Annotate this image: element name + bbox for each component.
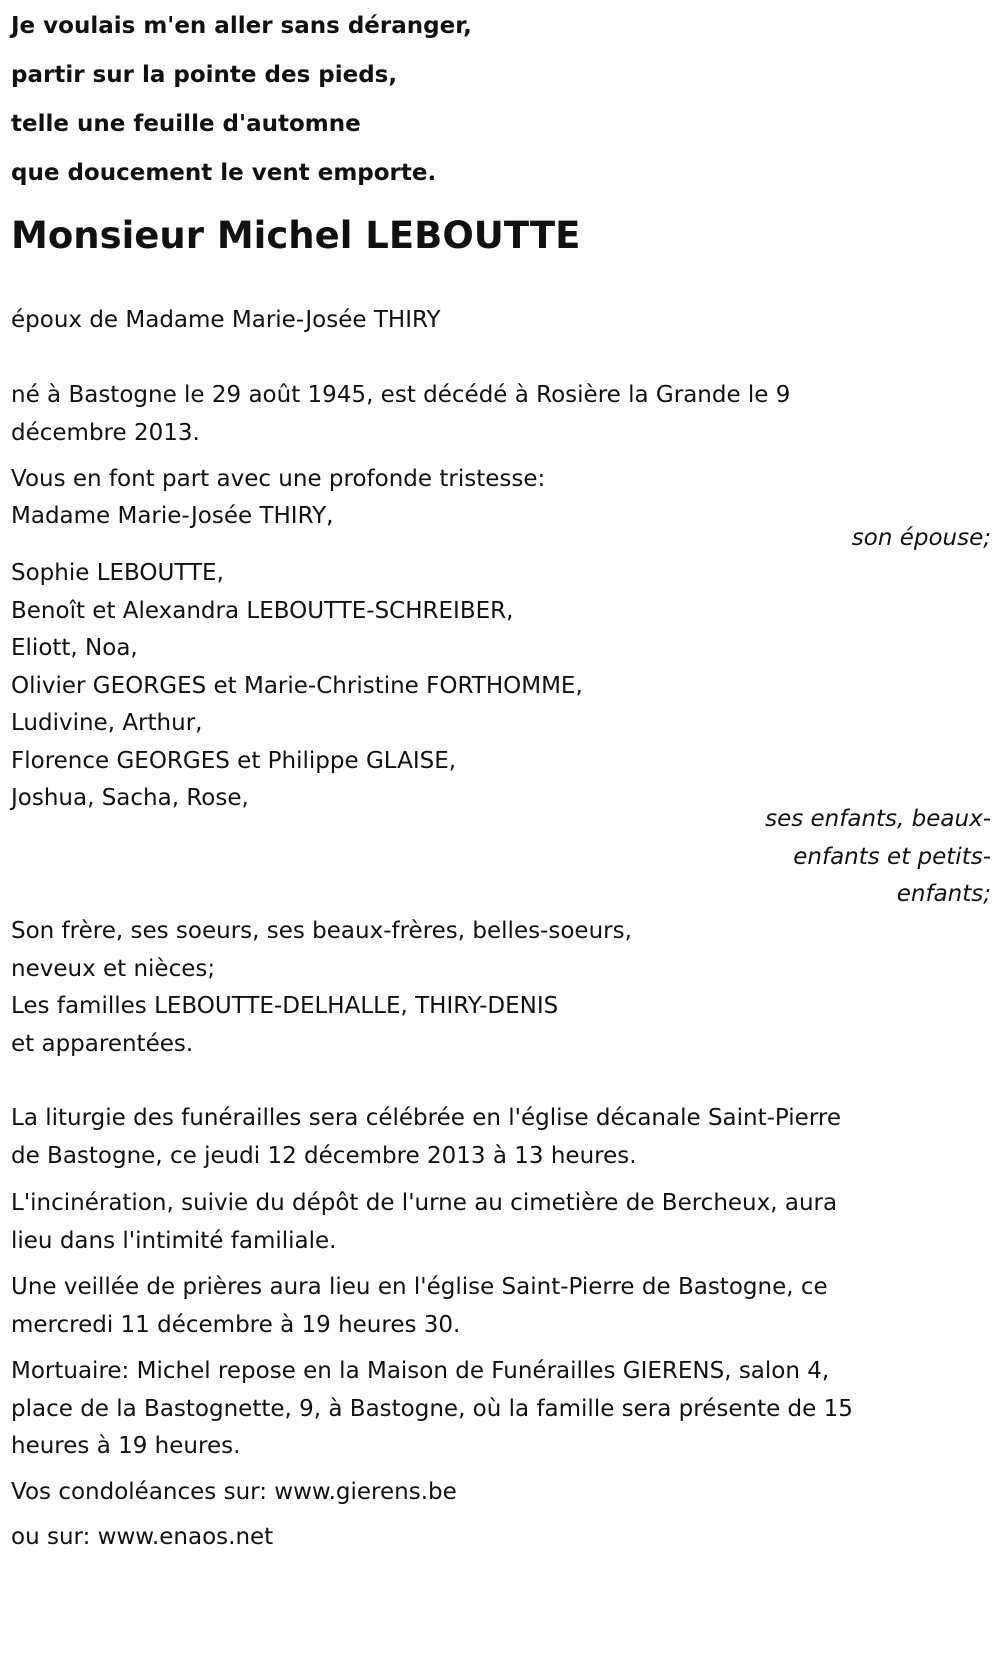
role-line: enfants et petits-	[793, 843, 991, 870]
poem-line: telle une feuille d'automne	[11, 111, 361, 137]
paragraph-line: place de la Bastognette, 9, à Bastogne, où la famille sera présente de 15	[11, 1395, 853, 1422]
poem	[11, 2, 472, 198]
children-role	[11, 801, 991, 914]
list-item: Benoît et Alexandra LEBOUTTE-SCHREIBER,	[11, 597, 514, 624]
list-item: Ludivine, Arthur,	[11, 710, 203, 736]
condolences-line: Vos condoléances sur: www.gierens.be	[11, 1479, 457, 1505]
poem-line: que doucement le vent emporte.	[11, 160, 437, 186]
liturgy-paragraph	[11, 1100, 841, 1175]
vigil-paragraph	[11, 1269, 828, 1344]
birth-death-line: né à Bastogne le 29 août 1945, est décédé à Rosière la Grande le 9	[11, 382, 791, 408]
birth-death-line: décembre 2013.	[11, 420, 200, 446]
list-item: Olivier GEORGES et Marie-Christine FORTHOMME,	[11, 672, 583, 699]
birth-death-info	[11, 375, 790, 453]
paragraph-line: de Bastogne, ce jeudi 12 décembre 2013 à 13 heures.	[11, 1142, 637, 1169]
paragraph-line: La liturgie des funérailles sera célébrée en l'église décanale Saint-Pierre	[11, 1105, 841, 1131]
paragraph-line: Mortuaire: Michel repose en la Maison de Funérailles GIERENS, salon 4,	[11, 1358, 830, 1384]
paragraph-line: mercredi 11 décembre à 19 heures 30.	[11, 1311, 461, 1338]
mortuary-paragraph	[11, 1353, 853, 1466]
incineration-paragraph	[11, 1185, 837, 1260]
spouse-line: époux de Madame Marie-Josée THIRY	[11, 307, 441, 333]
paragraph-line: lieu dans l'intimité familiale.	[11, 1227, 337, 1254]
other-family	[11, 913, 632, 1063]
list-item: et apparentées.	[11, 1030, 194, 1057]
list-item: Son frère, ses soeurs, ses beaux-frères, belles-soeurs,	[11, 918, 632, 944]
paragraph-line: L'incinération, suivie du dépôt de l'urne au cimetière de Bercheux, aura	[11, 1190, 838, 1216]
list-item: Florence GEORGES et Philippe GLAISE,	[11, 747, 457, 774]
condolences-line: ou sur: www.enaos.net	[11, 1524, 274, 1550]
list-item: neveux et nièces;	[11, 955, 216, 982]
paragraph-line: heures à 19 heures.	[11, 1433, 241, 1459]
role-line: ses enfants, beaux-	[765, 806, 991, 832]
list-item: Sophie LEBOUTTE,	[11, 560, 224, 586]
spouse-role: son épouse;	[851, 525, 991, 551]
list-item: Joshua, Sacha, Rose,	[11, 785, 249, 811]
announcement-intro: Vous en font part avec une profonde tristesse:	[11, 466, 546, 492]
paragraph-line: Une veillée de prières aura lieu en l'église Saint-Pierre de Bastogne, ce	[11, 1274, 828, 1300]
list-item: Eliott, Noa,	[11, 635, 138, 661]
spouse-name: Madame Marie-Josée THIRY,	[11, 503, 334, 529]
deceased-name: Monsieur Michel LEBOUTTE	[11, 214, 581, 257]
poem-line: partir sur la pointe des pieds,	[11, 62, 398, 88]
poem-line: Je voulais m'en aller sans déranger,	[11, 13, 472, 39]
list-item: Les familles LEBOUTTE-DELHALLE, THIRY-DENIS	[11, 993, 559, 1019]
children-list	[11, 555, 583, 818]
role-line: enfants;	[896, 881, 991, 907]
